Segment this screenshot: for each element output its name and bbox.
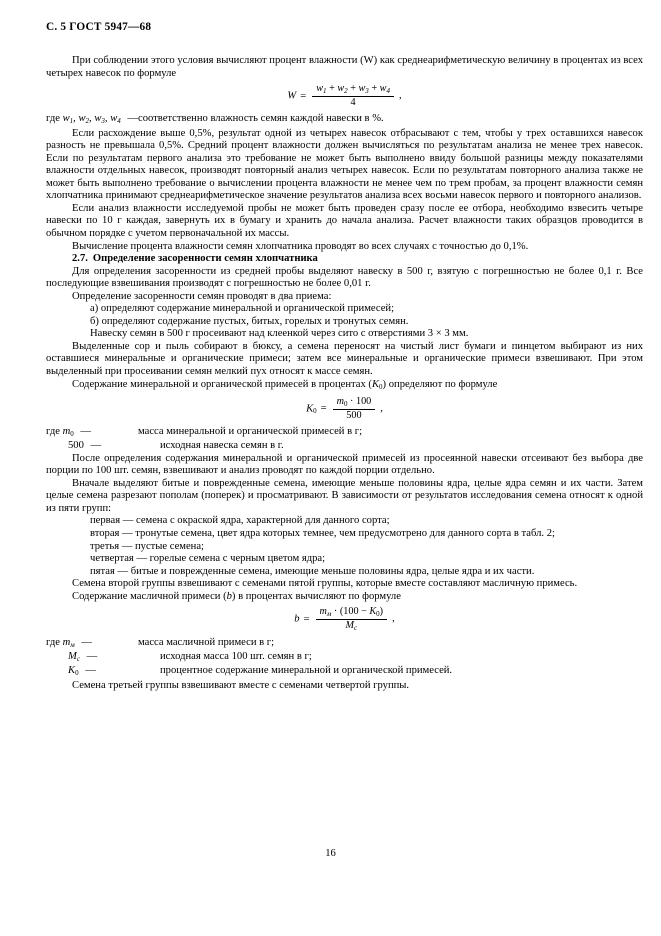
symbol-k0: K [371, 378, 380, 390]
group-item-5: пятая — битые и поврежденные семена, имеющие меньше половины ядра, целые ядра и их части. [90, 565, 535, 577]
formula-1-comma: , [398, 90, 402, 102]
formula-mineral-organic [46, 397, 643, 421]
formula-1-equals: = [300, 90, 307, 102]
formula-3-comma: , [392, 613, 395, 625]
definition-row [46, 651, 643, 665]
definition-text: масса масличной примеси в г; [138, 636, 275, 648]
list-item-a: а) определяют содержание минеральной и органической примесей; [90, 303, 395, 315]
formula-2-expression: $K_0$ = $\frac{m_0 \cdot 100}{500}$ , [306, 395, 383, 421]
paragraph-7: Навеску семян в 500 г просеивают над клеенкой через сито с отверстиями 3 × 3 мм. [90, 328, 469, 340]
group-item-2: вторая — тронутые семена, цвет ядра которых темнее, чем предусмотрено для данного сорта в табл. 2; [90, 527, 555, 539]
definitions-block-1 [46, 113, 643, 127]
formula-3-lhs: b [294, 613, 300, 625]
definition-row [46, 665, 643, 679]
group-item-3: третья — пустые семена; [90, 540, 205, 552]
formula-2-numerator: $m_0 \cdot 100$ [333, 397, 376, 410]
symbol-b: b [226, 590, 232, 602]
paragraph-1: При соблюдении этого условия вычисляют процент влажности (W) как среднеарифметическую величину в процентах из всех четырех навесок по формуле [46, 55, 643, 79]
definition-symbol: где $w_1$, $w_2$, $w_3$, $w_4$ — [46, 113, 139, 126]
definition-symbol: $K_0$ — [68, 665, 96, 678]
formula-moisture-average [46, 84, 643, 108]
formula-2-lhs: K [306, 403, 314, 415]
definition-symbol: 500 — [68, 440, 102, 452]
definition-text: соответственно влажность семян каждой навески в %. [138, 113, 384, 125]
formula-1-lhs: W [287, 90, 297, 102]
formula-2-equals: = [320, 403, 327, 415]
definitions-block-2 [46, 426, 643, 453]
definition-symbol: где $m_0$ — [46, 425, 91, 438]
formula-3-expression [294, 607, 394, 632]
formula-2-denominator: 500 [346, 409, 362, 421]
formula-3-denominator: $M_с$ [345, 619, 358, 632]
page-number: 16 [325, 848, 336, 859]
definition-text: исходная масса 100 шт. семян в г; [160, 651, 312, 663]
definition-symbol: $M_с$ — [68, 651, 98, 663]
definition-row [46, 440, 643, 453]
section-title: Определение засоренности семян хлопчатника [92, 253, 318, 265]
section-heading-2-7 [46, 253, 643, 266]
paragraph-9: Содержание минеральной и органической примесей в процентах $(K_0)$ определяют по формуле [72, 378, 498, 391]
formula-1-expression [287, 84, 401, 108]
paragraph-14: Семена третьей группы взвешивают вместе с семенами четвертой группы. [72, 679, 410, 691]
definition-text: масса минеральной и органической примесей в г; [138, 425, 363, 437]
definition-text: исходная навеска семян в г. [160, 440, 284, 452]
paragraph-2: Если расхождение выше 0,5%, результат одной из четырех навесок отбрасывают с тем, чтобы у трех оставшихся навесок разность не превышала 0,5%. Средний процент влажности должен вычисляться по результатам анализа не менее трех навесок. Если по результатам первого анализа это требование не может быть выполнено ввиду большой разницы между показателями влажности отдельных навесок, производят повторный анализ четырех навесок. Если по результатам повторного анализа также не может быть выполнено требование о вычислении процента влажности не менее чем по трем пробам, за процент влажности семян хлопчатника принимают среднеарифметическое значение результатов анализа всех восьми навесок первого и повторного анализов. [46, 127, 643, 202]
paragraph-8: Выделенные сор и пыль собирают в бюксу, а семена переносят на чистый лист бумаги и пинцетом выбирают из них оставшиеся минеральные и органические примеси; затем все минеральные и органические примеси взвешивают. При этом выделенный при просеивании семян мелкий пух относят к массе семян. [46, 340, 643, 378]
definition-symbol: где $m_м$ — [46, 636, 92, 649]
page-header: С. 5 ГОСТ 5947—68 [46, 21, 152, 33]
formula-3-numerator: $m_м \cdot (100 - K_0)$ [316, 607, 388, 620]
formula-1-fraction [312, 84, 394, 108]
definition-row [46, 113, 643, 127]
paragraph-12: Семена второй группы взвешивают с семенами пятой группы, которые вместе составляют масличную примесь. [72, 578, 578, 590]
formula-2-fraction [333, 397, 376, 421]
definitions-block-3 [46, 637, 643, 680]
formula-3-fraction [316, 607, 388, 632]
paragraph-13: Содержание масличной примеси (b) в процентах вычисляют по формуле [72, 590, 401, 602]
definition-row [46, 426, 643, 440]
paragraph-5: Для определения засоренности из средней пробы выделяют навеску в 500 г, взятую с погрешностью не более 0,1 г. Все последующие взвешивания производят с погрешностью не более 0,01 г. [46, 265, 643, 290]
formula-1-numerator: $w_1 + w_2 + w_3 + w_4$ [312, 84, 394, 97]
definition-text: процентное содержание минеральной и органической примесей. [160, 665, 453, 677]
paragraph-6: Определение засоренности семян проводят в два приема: [72, 290, 332, 302]
document-body [46, 55, 643, 692]
group-item-4: четвертая — горелые семена с черным цветом ядра; [90, 553, 326, 565]
paragraph-11: Вначале выделяют битые и поврежденные семена, имеющие меньше половины ядра, целые ядра семян и их части. Затем целые семена разрезают пополам (поперек) и просматривают. В зависимости от результатов исследования семена относят к одной из пяти групп: [46, 477, 643, 514]
formula-oil-impurity [46, 607, 643, 632]
paragraph-10: После определения содержания минеральной и органической примесей из просеянной навески отсеивают без выбора две порции по 100 шт. семян, взвешивают и анализ проводят по каждой порции отдельно. [46, 452, 643, 477]
formula-3-equals: = [303, 613, 310, 625]
formula-1-denominator: 4 [350, 97, 356, 109]
group-item-1: первая — семена с окраской ядра, характерной для данного сорта; [90, 515, 390, 527]
paragraph-4: Вычисление процента влажности семян хлопчатника проводят во всех случаях с точностью до 0,1%. [72, 240, 529, 252]
list-item-b: б) определяют содержание пустых, битых, горелых и тронутых семян. [90, 315, 409, 327]
definition-row [46, 637, 643, 651]
section-number: 2.7. [72, 253, 88, 265]
formula-2-comma: , [380, 402, 383, 414]
paragraph-3: Если анализ влажности исследуемой пробы не может быть проведен сразу после ее отбора, необходимо взвесить четыре навески по 10 г каждая, завернуть их в бумагу и хранить до начала анализа. Расчет влажности таких образцов проводится в обычном порядке с учетом первоначальной их массы. [46, 202, 643, 240]
